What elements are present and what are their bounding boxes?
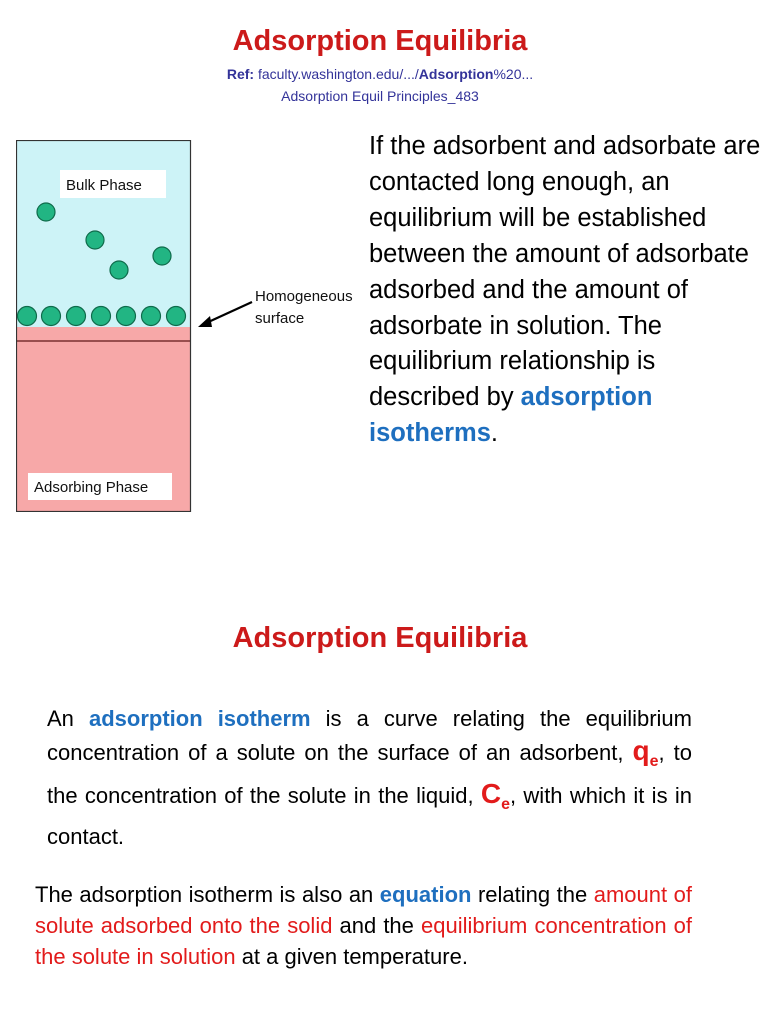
section-title: Adsorption Equilibria	[232, 622, 528, 654]
molecule	[37, 203, 55, 221]
equation-highlight: equation	[379, 882, 472, 907]
molecule	[110, 261, 128, 279]
molecule	[86, 231, 104, 249]
adsorption-diagram	[16, 140, 192, 512]
isotherm-equation-paragraph: The adsorption isotherm is also an equation relating the amount of solute adsorbed onto the solid and the equilibrium concentration of the solute in solution at a given temperature.	[35, 882, 692, 969]
surface-arrow-icon	[190, 290, 260, 340]
bulk-phase-label: Bulk Phase	[66, 177, 142, 194]
isotherm-highlight: adsorption isotherm	[88, 706, 311, 731]
equilibrium-concentration-phrase: equilibrium concentration of the solute in solution	[35, 913, 692, 969]
adsorbing-phase-label: Adsorbing Phase	[34, 479, 149, 496]
qe-symbol: $q_e$	[632, 735, 659, 770]
isotherm-definition-paragraph: An adsorption isotherm is a curve relating the equilibrium concentration of a solute on the surface of an adsorbent, $q_e$, to the concentration of the solute in the liquid, $C_e$, with which it is in contact.	[47, 706, 692, 849]
surface-annotation: Homogeneous surface	[255, 288, 353, 327]
bulk-phase-region	[17, 141, 190, 327]
reference-line-2: Adsorption Equil Principles_483	[281, 88, 479, 104]
amount-adsorbed-phrase: amount of solute adsorbed onto the solid	[35, 882, 692, 938]
intro-paragraph: If the adsorbent and adsorbate are contacted long enough, an equilibrium will be established between the amount of adsorbate adsorbed and the amount of adsorbate in solution. The equilibrium relationship is described by adsorption isotherms.	[369, 132, 761, 448]
ref-label: Ref:	[226, 66, 255, 82]
ce-symbol: $C_e$	[480, 778, 511, 813]
molecule	[153, 247, 171, 265]
ref-link[interactable]: faculty.washington.edu/.../Adsorption%20...	[257, 66, 534, 82]
page-title: Adsorption Equilibria	[232, 25, 528, 57]
reference-line	[0, 64, 760, 84]
isotherms-highlight: adsorption isotherms	[369, 383, 653, 448]
